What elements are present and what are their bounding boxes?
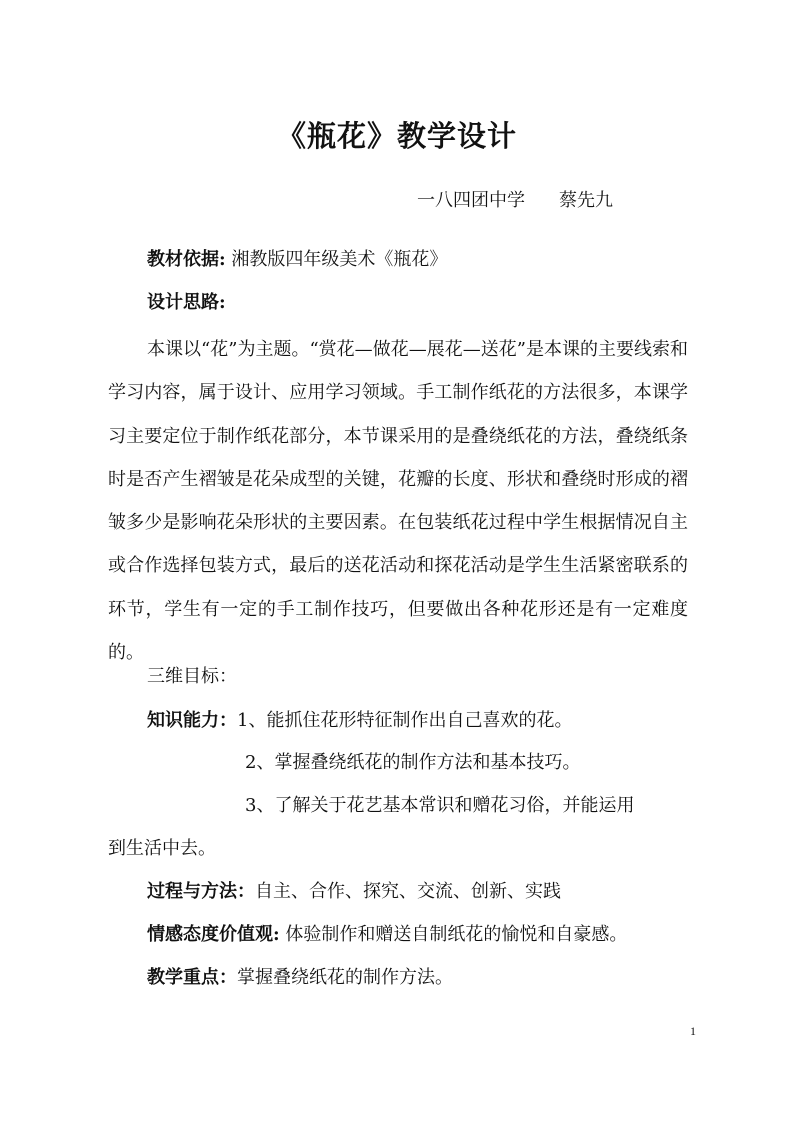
material-value: 湘教版四年级美术《瓶花》 (231, 249, 448, 270)
author-line (417, 186, 613, 212)
knowledge-line-1 (147, 708, 572, 734)
knowledge-item-3: 3、了解关于花艺基本常识和赠花习俗，并能运用 (245, 795, 635, 816)
process-label: 过程与方法： (147, 881, 255, 902)
design-heading: 设计思路: (147, 292, 226, 313)
emotion-value: 体验制作和赠送自制纸花的愉悦和自豪感。 (285, 924, 628, 945)
knowledge-item-2: 2、掌握叠绕纸花的制作方法和基本技巧。 (245, 752, 581, 773)
knowledge-item-3-cont: 到生活中去。 (108, 838, 216, 859)
focus-label: 教学重点： (147, 967, 237, 988)
focus-value: 掌握叠绕纸花的制作方法。 (237, 967, 453, 988)
design-paragraph: 本课以“花”为主题。“赏花—做花—展花—送花”是本课的主要线索和学习内容，属于设计、应用学习领域。手工制作纸花的方法很多，本课学习主要定位于制作纸花部分，本节课采用的是叠绕纸花的方法，叠绕纸条时是否产生褶皱是花朵成型的关键，花瓣的长度、形状和叠绕时形成的褶皱多少是影响花朵形状的主要因素。在包装纸花过程中学生根据情况自主或合作选择包装方式，最后的送花活动和探花活动是学生生活紧密联系的环节，学生有一定的手工制作技巧，但要做出各种花形还是有一定难度的。 (108, 339, 688, 664)
emotion-line: 情感态度价值观: 体验制作和赠送自制纸花的愉悦和自豪感。 (147, 924, 628, 945)
material-label: 教材依据 (147, 249, 219, 270)
goals-heading: 三维目标： (147, 666, 237, 687)
author-name: 蔡先九 (559, 190, 613, 211)
school-name: 一八四团中学 (417, 190, 525, 211)
document-title: 《瓶花》教学设计 (276, 119, 517, 153)
emotion-label: 情感态度价值观 (147, 924, 273, 945)
design-label: 设计思路 (147, 292, 219, 313)
process-value: 自主、合作、探究、交流、创新、实践 (255, 881, 561, 902)
material-line: 教材依据: 湘教版四年级美术《瓶花》 (147, 249, 448, 270)
knowledge-label: 知识能力： (147, 710, 237, 731)
process-line (147, 879, 561, 905)
page-number: 1 (690, 1024, 696, 1038)
focus-line (147, 965, 453, 991)
knowledge-item-1: 1、能抓住花形特征制作出自己喜欢的花。 (237, 710, 573, 731)
